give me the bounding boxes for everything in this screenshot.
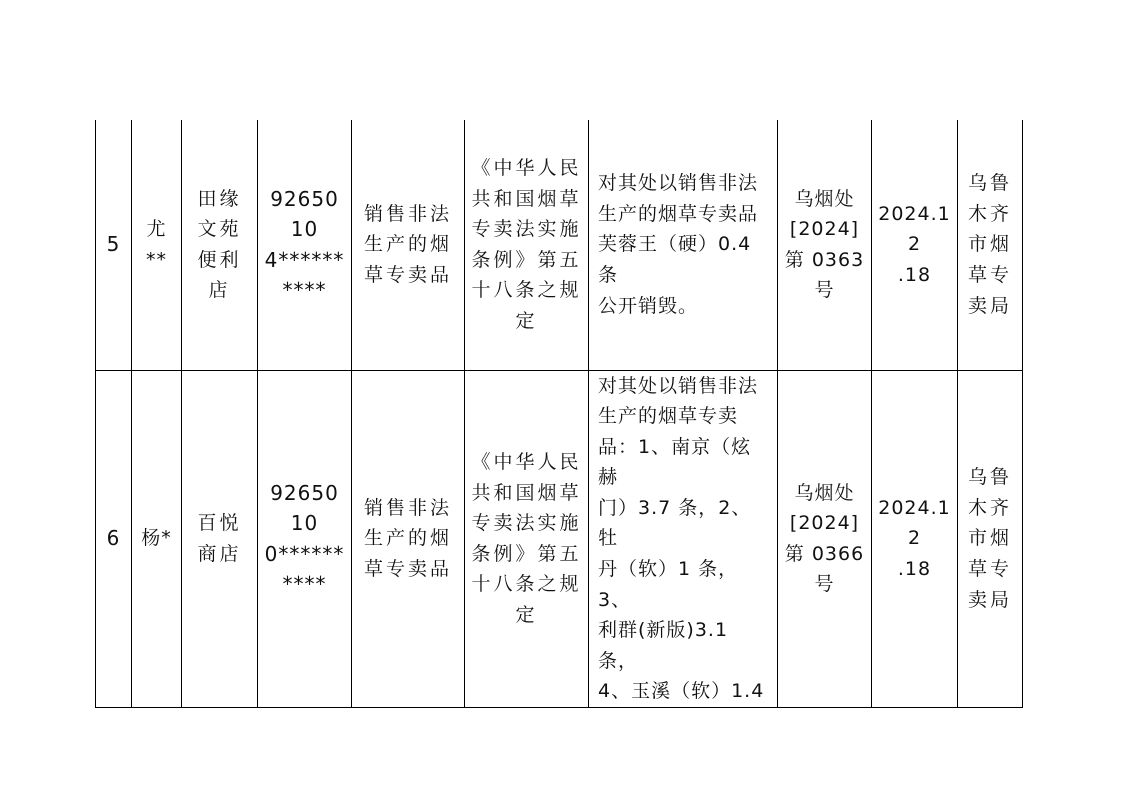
party-name: 尤 ** — [132, 120, 182, 370]
table-row — [96, 370, 1023, 708]
decision-document-number: 乌烟处 [2024] 第 0363 号 — [778, 120, 872, 370]
penalty-content: 对其处以销售非法 生产的烟草专卖 品：1、南京（炫赫 门）3.7 条，2、牡 丹（软）1 条，3、 利群(新版)3.1 条， 4、玉溪（软）1.4 — [589, 370, 778, 708]
row-index: 5 — [96, 120, 132, 370]
legal-basis: 《中华人民 共和国烟草 专卖法实施 条例》第五 十八条之规 定 — [465, 120, 589, 370]
penalty-authority: 乌鲁 木齐 市烟 草专 卖局 — [958, 370, 1023, 708]
penalty-authority: 乌鲁 木齐 市烟 草专 卖局 — [958, 120, 1023, 370]
decision-date: 2024.12 .18 — [872, 120, 958, 370]
party-name: 杨* — [132, 370, 182, 708]
decision-date: 2024.12 .18 — [872, 370, 958, 708]
penalty-content: 对其处以销售非法 生产的烟草专卖品 芙蓉王（硬）0.4 条 公开销毁。 — [589, 120, 778, 370]
credit-code: 9265010 0****** **** — [258, 370, 352, 708]
row-index: 6 — [96, 370, 132, 708]
decision-document-number: 乌烟处 [2024] 第 0366 号 — [778, 370, 872, 708]
violation-fact: 销售非法 生产的烟 草专卖品 — [352, 370, 465, 708]
legal-basis: 《中华人民 共和国烟草 专卖法实施 条例》第五 十八条之规 定 — [465, 370, 589, 708]
store-name: 百悦 商店 — [182, 370, 258, 708]
penalty-record-table — [95, 120, 1023, 708]
table-row — [96, 120, 1023, 370]
store-name: 田缘 文苑 便利 店 — [182, 120, 258, 370]
violation-fact: 销售非法 生产的烟 草专卖品 — [352, 120, 465, 370]
credit-code: 9265010 4****** **** — [258, 120, 352, 370]
